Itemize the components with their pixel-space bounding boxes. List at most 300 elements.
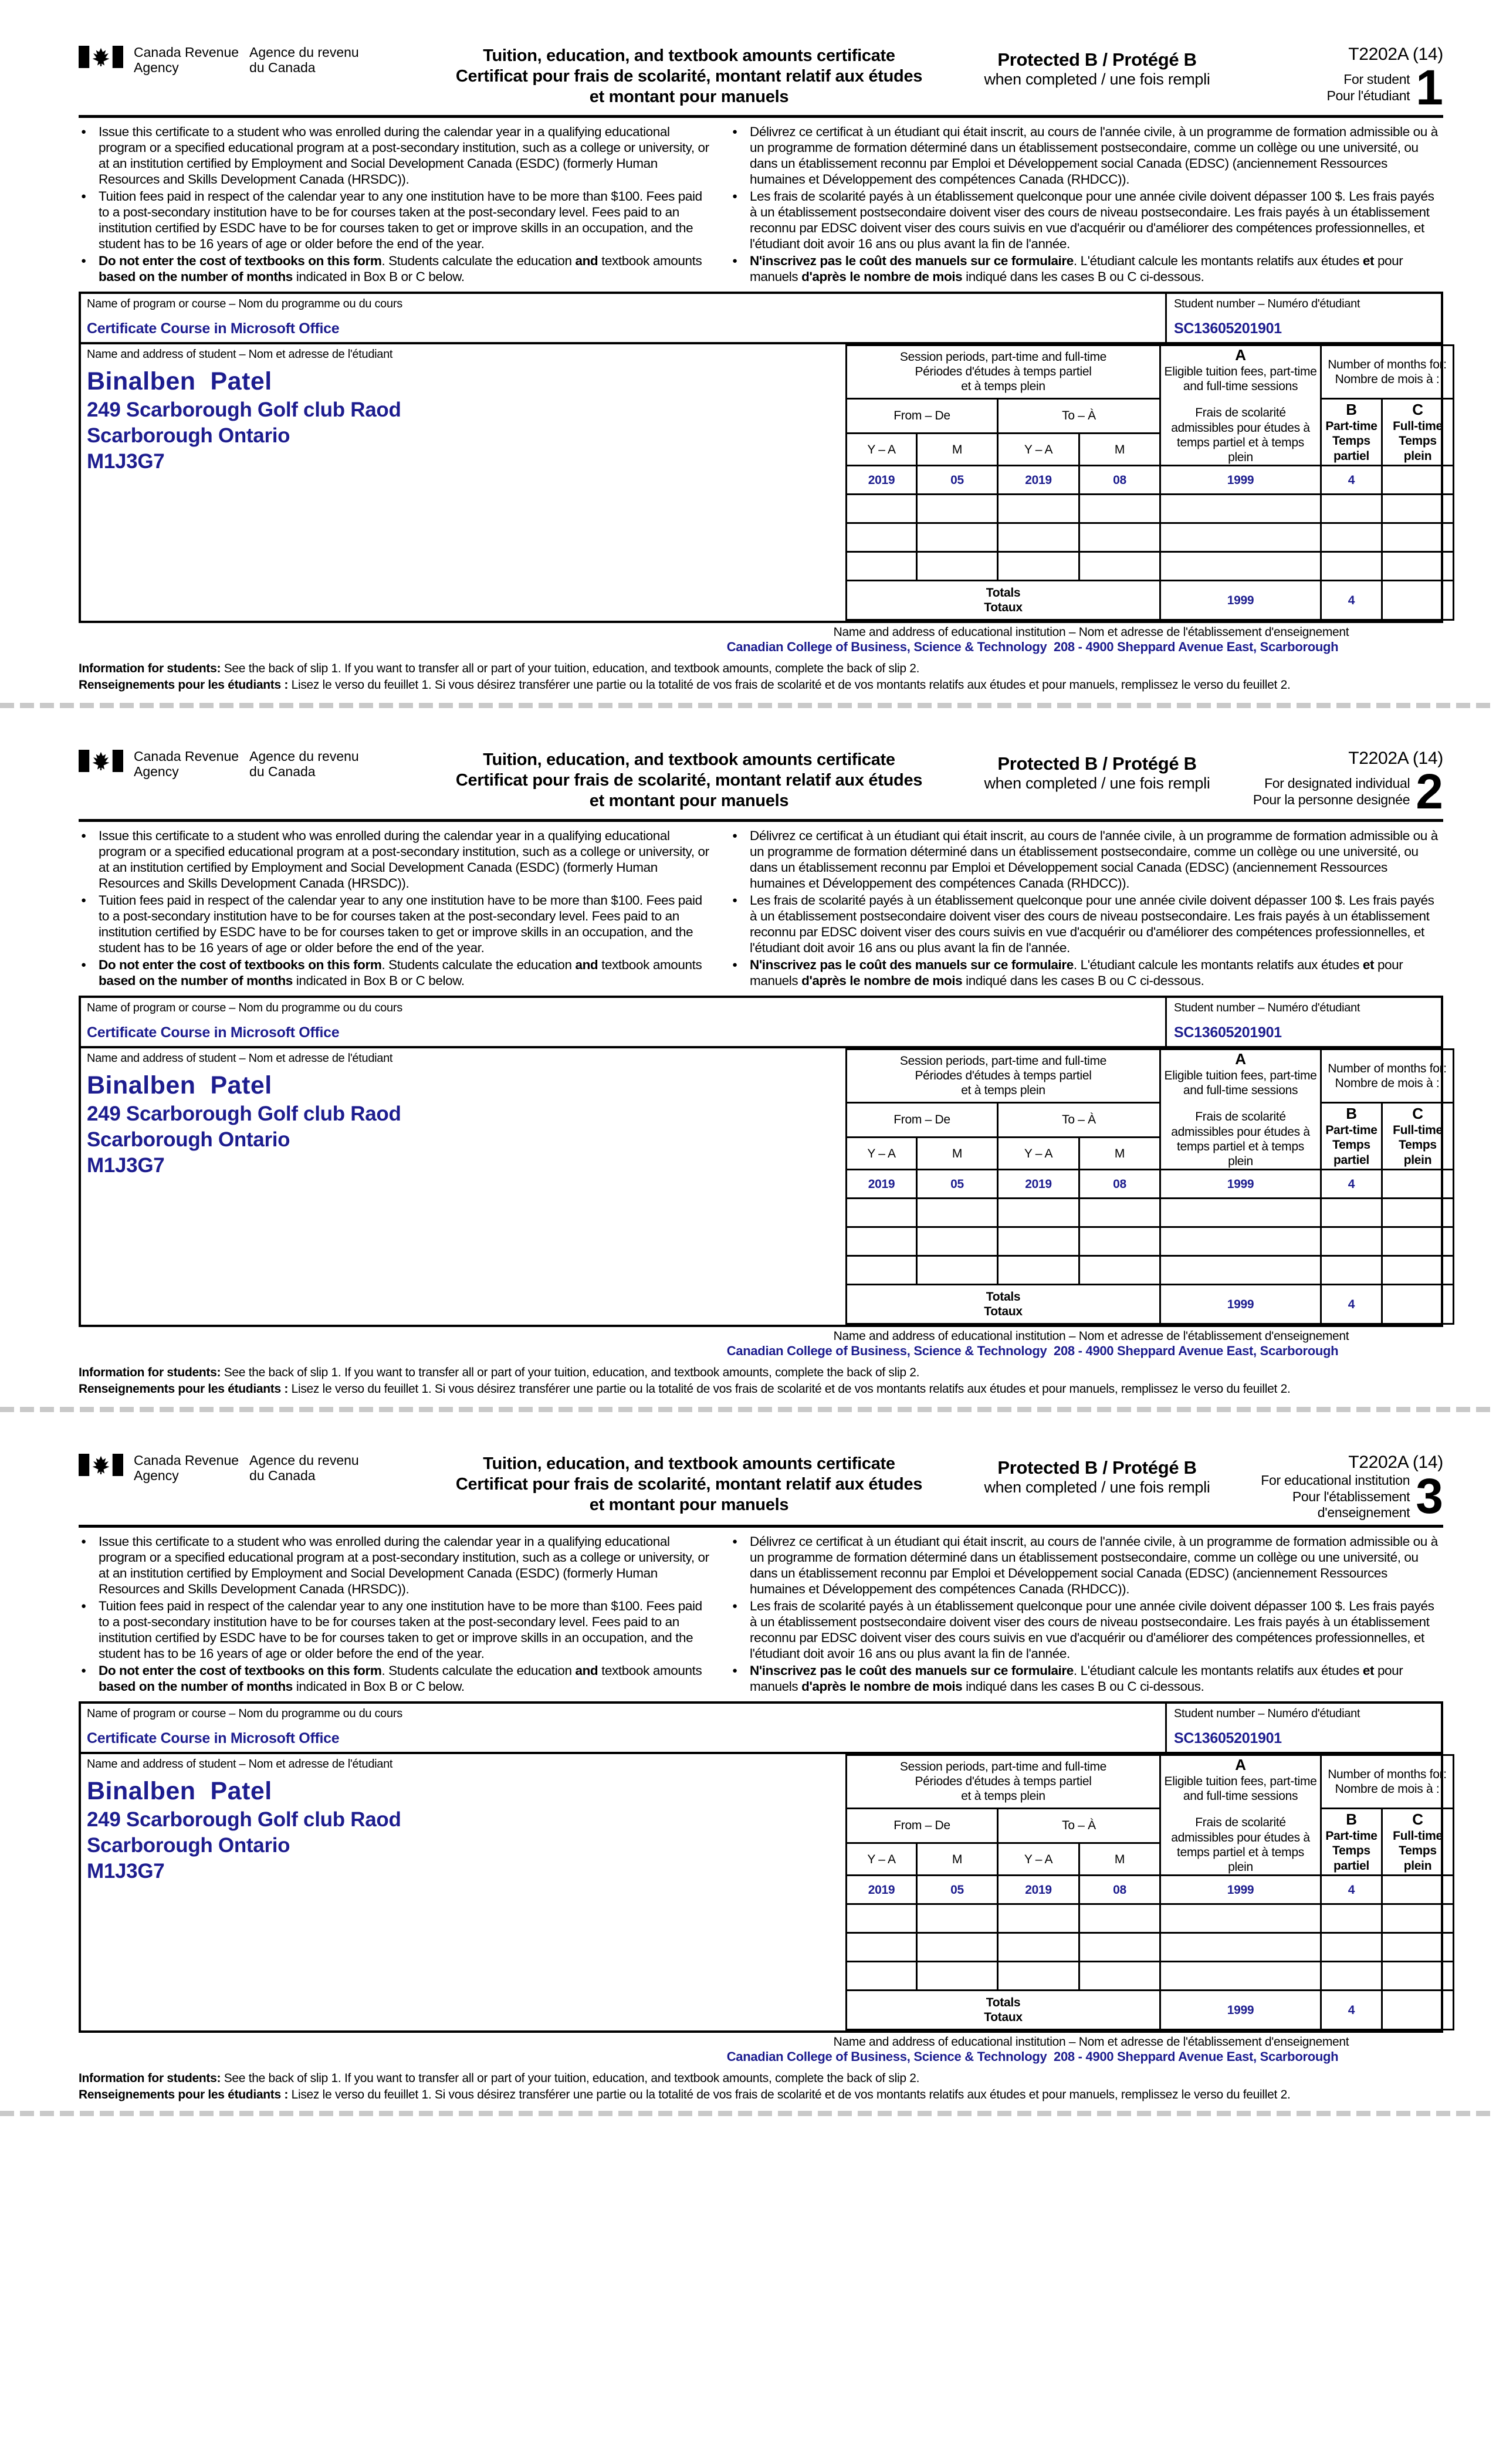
t2202a-slip [0,726,1496,1406]
to-year-cell [998,523,1079,552]
form-code: T2202A (14) [1348,1453,1443,1472]
to-month-cell: 08 [1079,1170,1160,1199]
protected-b-label: Protected B / Protégé B [997,753,1197,774]
form-code: T2202A (14) [1348,749,1443,768]
eligible-fees-cell [1160,1199,1321,1227]
bullet-item [730,1534,1443,1597]
from-header: From – De [847,1808,998,1843]
parttime-months-cell [1321,1962,1382,1991]
session-periods-header [847,345,1160,398]
student-address-line2: Scarborough Ontario [87,1128,290,1151]
slip-header [79,1451,1443,1524]
parttime-months-cell [1321,495,1382,523]
box-c-letter: C [1412,1810,1423,1829]
totals-row [847,581,1454,620]
box-b-line1: Part-time [1325,1829,1377,1843]
box-c-line1: Full-time [1393,419,1443,434]
bullet-item [730,957,1443,989]
box-a-header [1160,345,1321,465]
session-header-line2: Périodes d'études à temps partiel [915,365,1092,379]
main-box [79,344,1447,623]
to-year-cell [998,495,1079,523]
eligible-fees-cell [1160,495,1321,523]
to-month-cell [1079,1227,1160,1256]
session-header-line3: et à temps plein [961,380,1045,394]
totals-label [847,581,1160,620]
from-year-cell: 2019 [847,1170,917,1199]
eligible-fees-cell: 1999 [1160,1876,1321,1904]
year-header: Y – A [998,434,1079,466]
eligible-fees-cell [1160,1256,1321,1285]
student-address-label: Name and address of student – Nom et adresse de l'étudiant [87,347,393,361]
session-row [847,1904,1454,1933]
box-b-header [1321,1102,1382,1169]
program-name-value: Certificate Course in Microsoft Office [87,320,340,337]
program-name-value: Certificate Course in Microsoft Office [87,1024,340,1041]
months-for-english: Number of months for: [1328,357,1447,371]
instructions-french [730,124,1443,286]
bullet-dot-icon: ● [732,959,738,970]
bullet-dot-icon: ● [732,895,738,905]
session-row [847,1933,1454,1962]
from-year-cell [847,1933,917,1962]
student-number-cell [1167,294,1441,342]
totals-label [847,1285,1160,1324]
info-for-students-en: Information for students: See the back of slip 1. If you want to transfer all or part of your tuition, education, and textbook amounts, complete the back of slip 2. [79,662,920,676]
bullet-dot-icon: ● [81,191,87,201]
student-number-cell [1167,1704,1441,1752]
box-c-line2: Temps [1399,1138,1437,1152]
from-month-cell [917,523,998,552]
box-c-line3: plein [1403,449,1432,463]
totals-parttime-value: 4 [1321,1991,1382,2030]
copy-number: 3 [1416,1468,1443,1524]
bullet-text: Délivrez ce certificat à un étudiant qui était inscrit, au cours de l'année civile, à un programme de formation admissible ou à un programme de formation déterminé dans un établissement postsecondaire, comme un collège ou une université, ou dans un établissement reconnu par Emploi et Développement social Canada (EDSC) (anciennement Ressources humaines et Développement des compétences Canada (RHDCC)). [750,1534,1438,1596]
from-year-cell [847,1256,917,1285]
institution-row [79,2035,1443,2064]
bullet-dot-icon: ● [732,1536,738,1546]
student-number-cell [1167,998,1441,1046]
from-year-cell [847,1904,917,1933]
program-name-label: Name of program or course – Nom du programme ou du cours [87,1707,402,1720]
slip-header [79,747,1443,819]
from-header: From – De [847,398,998,433]
bullet-text: N'inscrivez pas le coût des manuels sur ce formulaire. L'étudiant calcule les montants relatifs aux études et pour manuels d'après le nombre de mois indiqué dans les cases B ou C ci-dessous. [750,1663,1403,1694]
instructions-english [79,124,713,286]
agency-name-english [134,43,239,76]
cut-line [0,2111,1496,2116]
box-a-header [1160,1049,1321,1169]
session-periods-header [847,1049,1160,1102]
bullet-dot-icon: ● [81,1600,87,1611]
info-for-students-fr: Renseignements pour les étudiants : Lisez le verso du feuillet 1. Si vous désirez transférer une partie ou la totalité de vos frais de scolarité et de vos montants relatifs aux études et pour manuels, remplissez le verso du feuillet 2. [79,2088,1291,2102]
header-rule [79,1525,1443,1528]
copy-designation [1223,1468,1443,1524]
bullet-item [730,1663,1443,1694]
totals-parttime-value: 4 [1321,581,1382,620]
session-periods-header [847,1755,1160,1808]
to-month-cell [1079,523,1160,552]
session-header-line3: et à temps plein [961,1084,1045,1098]
agency-fr-line1: Agence du revenu [249,749,359,764]
student-number-value: SC13605201901 [1174,1729,1282,1747]
totals-fulltime-value [1382,1991,1454,2030]
instructions-french [730,828,1443,990]
bullet-text: Les frais de scolarité payés à un établissement quelconque pour une année civile doivent dépasser 100 $. Les frais payés à un établissement postsecondaire doivent viser des cours de niveau postsecondaire. Les frais payés à un établissement reconnu par EDSC doivent viser des cours suivis en vue d'acquérir ou d'améliorer des compétences professionnelles, et l'étudiant doit avoir 16 ans ou plus avant la fin de l'année. [750,1598,1434,1661]
totals-fees-value: 1999 [1160,581,1321,620]
to-month-cell: 08 [1079,1876,1160,1904]
box-b-line2: Temps [1332,1844,1370,1858]
box-c-line2: Temps [1399,434,1437,448]
main-box [79,1754,1447,2033]
student-name-value: Binalben Patel [87,367,272,395]
box-b-letter: B [1346,1810,1357,1829]
from-month-cell [917,1962,998,1991]
month-header: M [917,1138,998,1170]
box-c-line2: Temps [1399,1844,1437,1858]
to-year-cell [998,1256,1079,1285]
copy-designation [1223,60,1443,115]
totals-fulltime-value [1382,581,1454,620]
cra-logo [79,43,407,76]
session-row [847,1256,1454,1285]
student-postal-code: M1J3G7 [87,1153,165,1177]
student-postal-code: M1J3G7 [87,1859,165,1883]
session-header-line1: Session periods, part-time and full-time [899,1760,1107,1773]
totals-fees-value: 1999 [1160,1991,1321,2030]
box-b-letter: B [1346,1105,1357,1123]
bullet-text: Do not enter the cost of textbooks on this form. Students calculate the education and textbook amounts based on the number of months indicated in Box B or C below. [99,957,702,988]
box-c-header [1382,1102,1454,1169]
box-a-letter: A [1235,1050,1246,1068]
form-title-fr-line2: et montant pour manuels [589,87,789,106]
program-name-label: Name of program or course – Nom du programme ou du cours [87,1001,402,1014]
parttime-months-cell [1321,523,1382,552]
program-name-cell [81,998,1167,1046]
instructions [79,1534,1443,1695]
eligible-fees-cell [1160,1227,1321,1256]
box-a-french: Frais de scolarité admissibles pour études à temps partiel et à temps plein [1171,406,1310,464]
session-row [847,1199,1454,1227]
from-month-cell [917,495,998,523]
bullet-dot-icon: ● [81,1665,87,1676]
parttime-months-cell [1321,1904,1382,1933]
parttime-months-cell [1321,552,1382,581]
agency-en-line2: Agency [134,1468,179,1484]
parttime-months-cell: 4 [1321,1170,1382,1199]
box-b-line3: partiel [1333,449,1369,463]
months-for-header [1321,1049,1454,1102]
from-year-cell [847,523,917,552]
months-for-french: Nombre de mois à : [1335,1782,1440,1796]
to-month-cell [1079,1199,1160,1227]
agency-fr-line2: du Canada [249,1468,316,1484]
box-a-english: Eligible tuition fees, part-time and full-time sessions [1164,1774,1317,1803]
institution-row [79,1329,1443,1359]
protected-marking [971,43,1223,89]
bullet-dot-icon: ● [732,1665,738,1676]
form-title [407,1451,971,1515]
bullet-text: Délivrez ce certificat à un étudiant qui était inscrit, au cours de l'année civile, à un programme de formation admissible ou à un programme de formation déterminé dans un établissement postsecondaire, comme un collège ou une université, ou dans un établissement reconnu par Emploi et Développement social Canada (EDSC) (anciennement Ressources humaines et Développement des compétences Canada (RHDCC)). [750,124,1438,187]
from-month-cell [917,552,998,581]
canada-flag-icon [79,43,123,70]
bullet-item [730,253,1443,285]
program-name-cell [81,294,1167,342]
student-name-value: Binalben Patel [87,1071,272,1099]
student-address-cell [81,1754,845,2030]
bullet-text: Issue this certificate to a student who was enrolled during the calendar year in a qualifying educational program or a specified educational program at a post-secondary institution, such as a college or university, or at an institution certified by Employment and Social Development Canada (ESDC) (formerly Human Resources and Skills Development Canada (HRSDC)). [99,828,709,891]
to-year-cell [998,1227,1079,1256]
info-for-students-en: Information for students: See the back of slip 1. If you want to transfer all or part of your tuition, education, and textbook amounts, complete the back of slip 2. [79,2072,920,2086]
to-year-cell [998,1904,1079,1933]
cra-logo [79,1451,407,1484]
fulltime-months-cell [1382,1256,1454,1285]
box-c-line3: plein [1403,1153,1432,1167]
to-year-cell [998,552,1079,581]
bullet-item [79,124,713,187]
totals-row [847,1285,1454,1324]
to-header: To – À [998,1808,1160,1843]
when-completed-label: when completed / une fois rempli [984,1478,1210,1496]
eligible-fees-cell [1160,1904,1321,1933]
fulltime-months-cell [1382,1227,1454,1256]
student-address-label: Name and address of student – Nom et adresse de l'étudiant [87,1757,393,1771]
from-month-cell [917,1227,998,1256]
months-for-header [1321,1755,1454,1808]
bullet-text: Les frais de scolarité payés à un établissement quelconque pour une année civile doivent dépasser 100 $. Les frais payés à un établissement postsecondaire doivent viser des cours de niveau postsecondaire. Les frais payés à un établissement reconnu par EDSC doivent viser des cours suivis en vue d'acquérir ou d'améliorer des compétences professionnelles, et l'étudiant doit avoir 16 ans ou plus avant la fin de l'année. [750,188,1434,251]
form-title-en: Tuition, education, and textbook amounts certificate [483,46,895,65]
copy-for-lines [1223,1473,1410,1521]
form-code-block [1223,747,1443,819]
parttime-months-cell [1321,1227,1382,1256]
bullet-text: Tuition fees paid in respect of the calendar year to any one institution have to be more than $100. Fees paid to a post-secondary institution have to be for courses taken at the post-secondary level. Fees paid to an institution certified by ESDC have to be for courses taken to get or improve skills in an occupation, and the student has to be 16 years of age or older before the end of the year. [99,1598,702,1661]
bullet-text: Délivrez ce certificat à un étudiant qui était inscrit, au cours de l'année civile, à un programme de formation admissible ou à un programme de formation déterminé dans un établissement postsecondaire, comme un collège ou une université, ou dans un établissement reconnu par Emploi et Développement social Canada (EDSC) (anciennement Ressources humaines et Développement des compétences Canada (RHDCC)). [750,828,1438,891]
protected-marking [971,747,1223,793]
bullet-text: Issue this certificate to a student who was enrolled during the calendar year in a qualifying educational program or a specified educational program at a post-secondary institution, such as a college or university, or at an institution certified by Employment and Social Development Canada (ESDC) (formerly Human Resources and Skills Development Canada (HRSDC)). [99,1534,709,1596]
year-header: Y – A [998,1138,1079,1170]
main-box [79,1048,1447,1327]
agency-name-french [249,43,359,76]
session-row [847,466,1454,495]
institution-value: Canadian College of Business, Science & Technology 208 - 4900 Sheppard Avenue East, Scarborough [726,1343,1339,1359]
protected-b-label: Protected B / Protégé B [997,1457,1197,1478]
agency-fr-line1: Agence du revenu [249,1453,359,1468]
bullet-text: Tuition fees paid in respect of the calendar year to any one institution have to be more than $100. Fees paid to a post-secondary institution have to be for courses taken at the post-secondary level. Fees paid to an institution certified by ESDC have to be for courses taken to get or improve skills in an occupation, and the student has to be 16 years of age or older before the end of the year. [99,892,702,955]
bullet-item [730,124,1443,187]
bullet-item [79,188,713,252]
protected-marking [971,1451,1223,1497]
form-title-fr-line2: et montant pour manuels [589,791,789,810]
fulltime-months-cell [1382,1876,1454,1904]
from-year-cell [847,1227,917,1256]
to-month-cell [1079,1904,1160,1933]
copy-for-lines [1253,776,1410,808]
student-number-label: Student number – Numéro d'étudiant [1174,1707,1360,1720]
bullet-text: N'inscrivez pas le coût des manuels sur ce formulaire. L'étudiant calcule les montants relatifs aux études et pour manuels d'après le nombre de mois indiqué dans les cases B ou C ci-dessous. [750,957,1403,988]
agency-fr-line1: Agence du revenu [249,45,359,60]
year-header: Y – A [847,434,917,466]
agency-en-line2: Agency [134,60,179,76]
institution-row [79,625,1443,655]
from-year-cell: 2019 [847,466,917,495]
from-month-cell: 05 [917,1876,998,1904]
sessions-table [845,1754,1454,2030]
instructions-french [730,1534,1443,1695]
session-row [847,495,1454,523]
slip-footer [79,2070,1443,2104]
form-title [407,747,971,811]
box-c-header [1382,1808,1454,1875]
program-row [79,1701,1443,1754]
from-year-cell: 2019 [847,1876,917,1904]
months-for-french: Nombre de mois à : [1335,372,1440,386]
eligible-fees-cell [1160,523,1321,552]
box-a-french: Frais de scolarité admissibles pour études à temps partiel et à temps plein [1171,1816,1310,1874]
totals-label-en: Totals [986,1289,1021,1304]
bullet-dot-icon: ● [81,830,87,841]
to-header: To – À [998,1102,1160,1137]
session-header-line2: Périodes d'études à temps partiel [915,1775,1092,1789]
fulltime-months-cell [1382,1170,1454,1199]
agency-en-line2: Agency [134,764,179,780]
fulltime-months-cell [1382,1199,1454,1227]
year-header: Y – A [998,1843,1079,1876]
parttime-months-cell [1321,1199,1382,1227]
to-month-cell: 08 [1079,466,1160,495]
box-c-line1: Full-time [1393,1829,1443,1843]
bullet-dot-icon: ● [81,126,87,137]
session-header-line2: Périodes d'études à temps partiel [915,1069,1092,1083]
fulltime-months-cell [1382,495,1454,523]
month-header: M [1079,434,1160,466]
from-month-cell: 05 [917,466,998,495]
institution-value: Canadian College of Business, Science & Technology 208 - 4900 Sheppard Avenue East, Scarborough [726,639,1339,655]
slip-footer [79,661,1443,694]
box-c-letter: C [1412,401,1423,419]
bullet-item [79,1598,713,1661]
student-address-line1: 249 Scarborough Golf club Raod [87,1102,401,1125]
to-month-cell [1079,1962,1160,1991]
month-header: M [1079,1843,1160,1876]
form-code-block [1223,1451,1443,1524]
copy-number: 1 [1416,60,1443,115]
totals-label [847,1991,1160,2030]
to-header: To – À [998,398,1160,433]
box-a-english: Eligible tuition fees, part-time and full-time sessions [1164,364,1317,394]
agency-en-line1: Canada Revenue [134,749,239,764]
month-header: M [1079,1138,1160,1170]
box-c-line1: Full-time [1393,1123,1443,1138]
totals-row [847,1991,1454,2030]
form-title-en: Tuition, education, and textbook amounts certificate [483,750,895,769]
fulltime-months-cell [1382,1933,1454,1962]
box-b-line3: partiel [1333,1153,1369,1167]
eligible-fees-cell: 1999 [1160,466,1321,495]
copy-number: 2 [1416,764,1443,819]
form-title-en: Tuition, education, and textbook amounts certificate [483,1454,895,1473]
copy-for-lines [1326,72,1410,104]
bullet-item [79,1534,713,1597]
t2202a-slip [0,1430,1496,2110]
form-title-fr-line2: et montant pour manuels [589,1495,789,1514]
canada-flag-icon [79,1451,123,1478]
parttime-months-cell: 4 [1321,466,1382,495]
totals-fulltime-value [1382,1285,1454,1324]
slip-header [79,43,1443,115]
program-row [79,292,1443,344]
agency-name-french [249,1451,359,1484]
form-title [407,43,971,107]
session-row [847,1227,1454,1256]
from-year-cell [847,495,917,523]
institution-value: Canadian College of Business, Science & Technology 208 - 4900 Sheppard Avenue East, Scarborough [726,2049,1339,2064]
to-year-cell [998,1199,1079,1227]
session-row [847,1170,1454,1199]
box-a-letter: A [1235,346,1246,364]
bullet-dot-icon: ● [732,255,738,266]
eligible-fees-cell [1160,552,1321,581]
bullet-item [79,892,713,956]
months-for-french: Nombre de mois à : [1335,1076,1440,1090]
form-code: T2202A (14) [1348,45,1443,64]
agency-name-french [249,747,359,780]
year-header: Y – A [847,1138,917,1170]
form-title-fr-line1: Certificat pour frais de scolarité, montant relatif aux études [455,1474,923,1494]
copy-designation [1223,764,1443,819]
header-rule [79,115,1443,118]
session-row [847,1962,1454,1991]
agency-en-line1: Canada Revenue [134,1453,239,1468]
box-a-letter: A [1235,1755,1246,1773]
eligible-fees-cell [1160,1933,1321,1962]
program-row [79,996,1443,1048]
box-a-english: Eligible tuition fees, part-time and full-time sessions [1164,1068,1317,1098]
bullet-item [730,1598,1443,1661]
from-month-cell [917,1904,998,1933]
bullet-text: Tuition fees paid in respect of the calendar year to any one institution have to be more than $100. Fees paid to a post-secondary institution have to be for courses taken at the post-secondary level. Fees paid to an institution certified by ESDC have to be for courses taken to get or improve skills in an occupation, and the student has to be 16 years of age or older before the end of the year. [99,188,702,251]
box-a-header [1160,1755,1321,1875]
box-b-line3: partiel [1333,1859,1369,1873]
slip-footer [79,1365,1443,1398]
t2202a-slip [0,22,1496,702]
sessions-table [845,1048,1454,1325]
from-month-cell [917,1933,998,1962]
copy-for-french: Pour l'établissement d'enseignement [1292,1488,1410,1521]
year-header: Y – A [847,1843,917,1876]
bullet-item [79,828,713,891]
fulltime-months-cell [1382,1904,1454,1933]
totals-label-en: Totals [986,1995,1021,2009]
parttime-months-cell: 4 [1321,1876,1382,1904]
header-rule [79,819,1443,822]
bullet-text: Do not enter the cost of textbooks on this form. Students calculate the education and textbook amounts based on the number of months indicated in Box B or C below. [99,1663,702,1694]
from-header: From – De [847,1102,998,1137]
to-month-cell [1079,1256,1160,1285]
bullet-dot-icon: ● [81,1536,87,1546]
months-for-header [1321,345,1454,398]
info-for-students-fr: Renseignements pour les étudiants : Lisez le verso du feuillet 1. Si vous désirez transférer une partie ou la totalité de vos frais de scolarité et de vos montants relatifs aux études et pour manuels, remplissez le verso du feuillet 2. [79,678,1291,692]
fulltime-months-cell [1382,552,1454,581]
agency-fr-line2: du Canada [249,60,316,76]
to-month-cell [1079,552,1160,581]
bullet-dot-icon: ● [81,255,87,266]
student-address-cell [81,1048,845,1325]
copy-for-english: For student [1343,72,1410,87]
totals-label-fr: Totaux [984,2011,1023,2025]
eligible-fees-cell [1160,1962,1321,1991]
months-for-english: Number of months for: [1328,1061,1447,1075]
student-number-label: Student number – Numéro d'étudiant [1174,1001,1360,1014]
